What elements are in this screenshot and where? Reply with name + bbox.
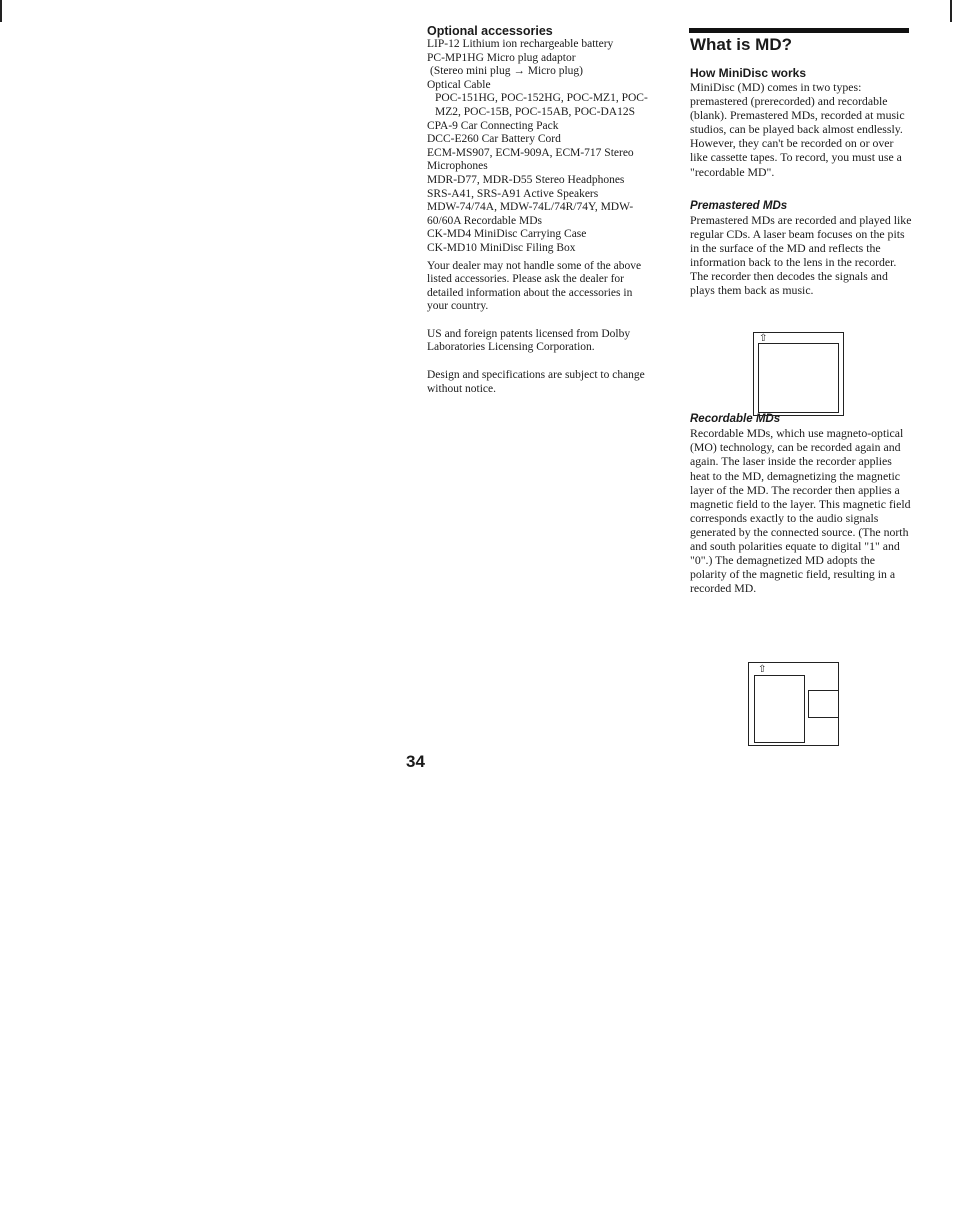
right-edge-mark bbox=[950, 0, 952, 22]
section-rule bbox=[689, 28, 909, 33]
premastered-heading: Premastered MDs bbox=[690, 199, 788, 212]
accessory-item: PC-MP1HG Micro plug adaptor bbox=[427, 51, 576, 64]
accessories-heading: Optional accessories bbox=[427, 24, 553, 38]
design-note: Design and specifications are subject to change without notice. bbox=[427, 369, 645, 395]
what-is-md-section bbox=[690, 35, 912, 595]
premastered-md-illustration bbox=[753, 332, 844, 416]
accessories-list bbox=[427, 38, 652, 256]
recordable-heading: Recordable MDs bbox=[690, 413, 781, 426]
accessory-item: SRS-A41, SRS-A91 Active Speakers bbox=[427, 187, 599, 200]
disc-shutter bbox=[808, 690, 839, 718]
accessory-item: CPA-9 Car Connecting Pack bbox=[427, 119, 559, 132]
section-title: What is MD? bbox=[690, 35, 792, 54]
accessory-item: CK-MD10 MiniDisc Filing Box bbox=[427, 241, 576, 254]
arrow-up-icon: ⇧ bbox=[759, 333, 768, 344]
accessory-item: POC-151HG, POC-152HG, POC-MZ1, POC-MZ2, POC-15B, POC-15AB, POC-DA12S bbox=[435, 92, 648, 118]
recordable-md-illustration bbox=[748, 662, 839, 746]
recordable-body: Recordable MDs, which use magneto-optical (MO) technology, can be recorded again and again. The laser inside the recorder applies heat to the MD, demagnetizing the magnetic layer of the MD. The recorder then applies a magnetic field to the layer. This magnetic field corresponds exactly to the audio signals generated by the connected source. (The north and south polarities equate to digital "1" and "0".) The demagnetized MD adopts the polarity of the magnetic field, resulting in a recorded MD. bbox=[690, 426, 911, 596]
accessory-item: DCC-E260 Car Battery Cord bbox=[427, 133, 561, 146]
disc-window bbox=[758, 343, 839, 413]
left-edge-mark bbox=[0, 0, 2, 22]
accessory-item: MDW-74/74A, MDW-74L/74R/74Y, MDW-60/60A Recordable MDs bbox=[427, 201, 634, 227]
how-minidisc-works-heading: How MiniDisc works bbox=[690, 66, 807, 80]
arrow-up-icon: ⇧ bbox=[758, 664, 767, 675]
dealer-note: Your dealer may not handle some of the above listed accessories. Please ask the dealer for detailed information about the accessories in your country. bbox=[427, 259, 642, 313]
how-minidisc-works-body: MiniDisc (MD) comes in two types: premastered (prerecorded) and recordable (blank). Premastered MDs, recorded at music studios, can be played back almost endlessly. However, they can't be recorded on or over like cassette tapes. To record, you must use a "recordable MD". bbox=[690, 80, 905, 179]
accessory-item: ECM-MS907, ECM-909A, ECM-717 Stereo Microphones bbox=[427, 146, 634, 173]
patent-note: US and foreign patents licensed from Dolby Laboratories Licensing Corporation. bbox=[427, 327, 631, 354]
disc-label-area bbox=[754, 675, 805, 743]
accessory-item: CK-MD4 MiniDisc Carrying Case bbox=[427, 228, 587, 241]
accessory-item: LIP-12 Lithium ion rechargeable battery bbox=[427, 38, 614, 50]
accessory-item: MDR-D77, MDR-D55 Stereo Headphones bbox=[427, 173, 625, 186]
accessories-section bbox=[427, 24, 652, 396]
accessory-item: (Stereo mini plug → Micro plug) bbox=[430, 65, 583, 78]
page-number: 34 bbox=[406, 752, 425, 771]
premastered-body: Premastered MDs are recorded and played like regular CDs. A laser beam focuses on the pits in the surface of the MD and reflects the information back to the lens in the recorder. The recorder then decodes the signals and plays them back as music. bbox=[690, 212, 912, 298]
accessory-item: Optical Cable bbox=[427, 78, 491, 91]
